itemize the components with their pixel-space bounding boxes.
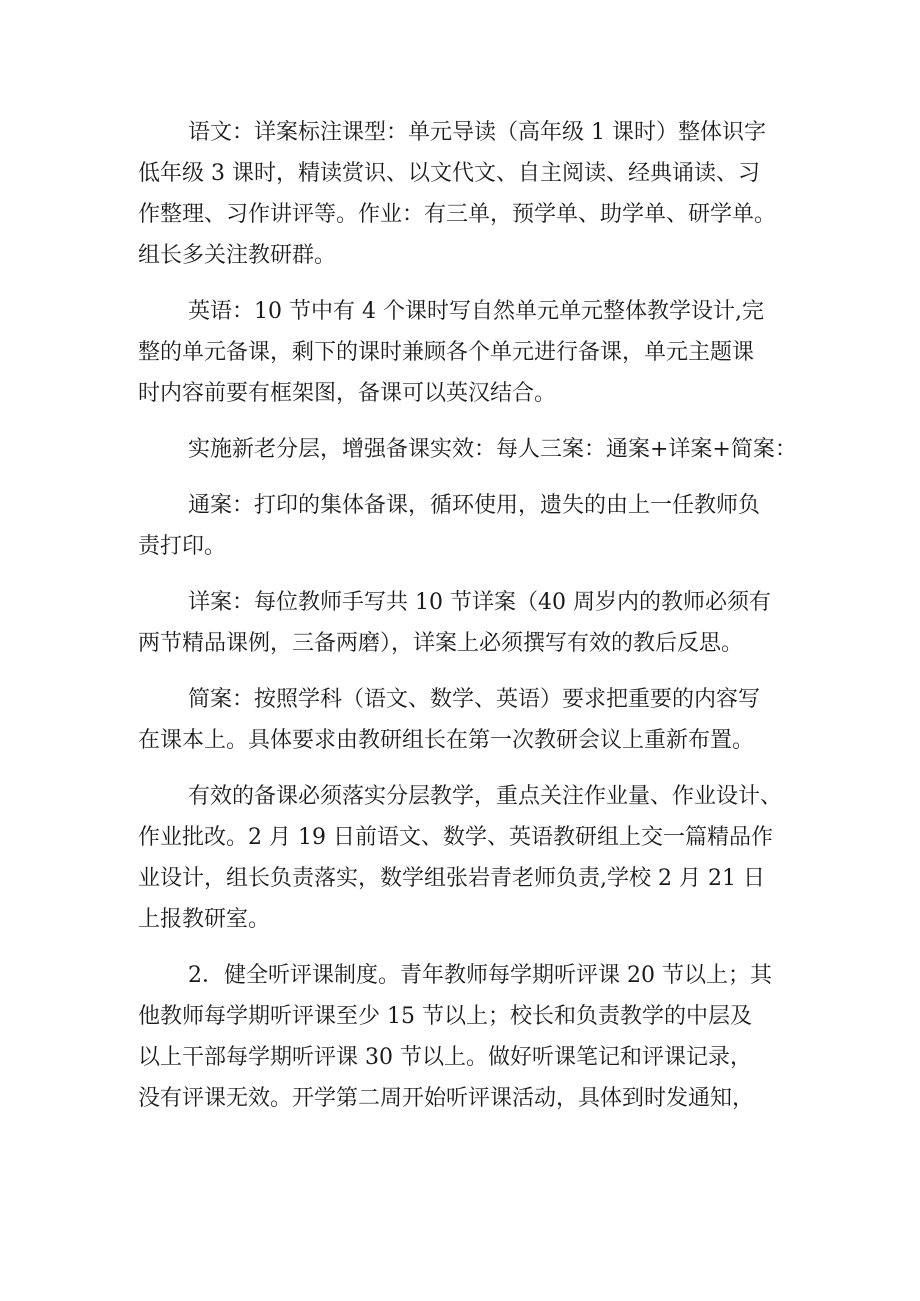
text-line: 作整理、习作讲评等。作业：有三单，预学单、助学单、研学单。 <box>138 202 777 227</box>
text-line: 上报教研室。 <box>138 907 271 932</box>
paragraph-english-lesson-plans <box>138 291 794 414</box>
paragraph-lesson-observation-system <box>138 955 794 1119</box>
text-line: 有效的备课必须落实分层教学，重点关注作业量、作业设计、 <box>188 784 783 809</box>
text-line: 整的单元备课，剩下的课时兼顾各个单元进行备课，单元主题课 <box>138 340 755 365</box>
text-line: 在课本上。具体要求由教研组长在第一次教研会议上重新布置。 <box>138 728 755 753</box>
text-line: 英语：10 节中有 4 个课时写自然单元单元整体教学设计,完 <box>188 299 764 324</box>
paragraph-effective-preparation <box>138 776 794 940</box>
text-line: 时内容前要有框架图，备课可以英汉结合。 <box>138 381 557 406</box>
text-line: 责打印。 <box>138 534 227 559</box>
text-line: 组长多关注教研群。 <box>138 243 337 268</box>
text-line: 2．健全听评课制度。青年教师每学期听评课 20 节以上；其 <box>188 963 772 988</box>
text-line: 两节精品课例，三备两磨），详案上必须撰写有效的教后反思。 <box>138 631 744 656</box>
text-line: 简案：按照学科（语文、数学、英语）要求把重要的内容写 <box>188 687 761 712</box>
paragraph-brief-plan <box>138 679 794 761</box>
text-line: 以上干部每学期听评课 30 节以上。做好听课笔记和评课记录， <box>138 1045 752 1070</box>
text-line: 他教师每学期听评课至少 15 节以上；校长和负责教学的中层及 <box>138 1004 752 1029</box>
paragraph-detailed-plan <box>138 582 794 664</box>
text-line: 通案：打印的集体备课，循环使用，遗失的由上一任教师负 <box>188 493 761 518</box>
text-line: 没有评课无效。开学第二周开始听评课活动，具体到时发通知， <box>138 1086 755 1111</box>
paragraph-general-plan <box>138 485 794 567</box>
text-line: 低年级 3 课时，精读赏识、以文代文、自主阅读、经典诵读、习 <box>138 161 760 186</box>
text-line: 作业批改。2 月 19 日前语文、数学、英语教研组上交一篇精品作 <box>138 825 773 850</box>
document-page <box>138 112 797 1134</box>
paragraph-three-plans-intro <box>138 429 797 470</box>
text-line: 实施新老分层，增强备课实效：每人三案：通案+详案+简案： <box>188 437 797 462</box>
paragraph-chinese-lesson-plans <box>138 112 794 276</box>
text-line: 业设计，组长负责落实，数学组张岩青老师负责,学校 2 月 21 日 <box>138 866 765 891</box>
text-line: 详案：每位教师手写共 10 节详案（40 周岁内的教师必须有 <box>188 590 771 615</box>
text-line: 语文：详案标注课型：单元导读（高年级 1 课时）整体识字 <box>188 120 766 145</box>
